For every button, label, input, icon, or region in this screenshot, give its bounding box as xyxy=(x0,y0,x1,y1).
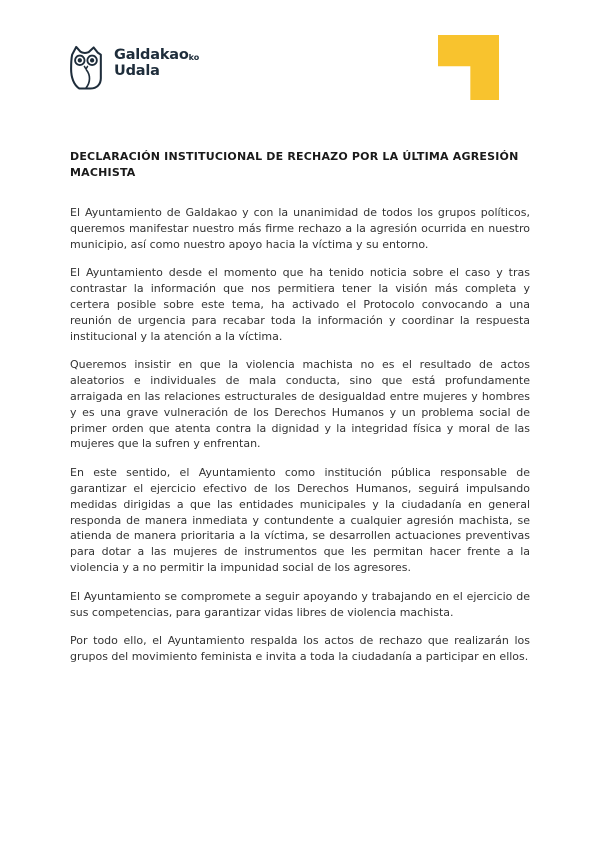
logo-line-2: Udala xyxy=(114,63,160,79)
document-content xyxy=(70,149,530,678)
paragraph-6: Por todo ello, el Ayuntamiento respalda los actos de rechazo que realizarán los grupos del movimiento feminista e invita a toda la ciudadanía a participar en ellos. xyxy=(70,634,530,664)
yellow-corner-decoration xyxy=(438,35,499,100)
paragraph-5: El Ayuntamiento se compromete a seguir apoyando y trabajando en el ejercicio de sus competencias, para garantizar vidas libres de violencia machista. xyxy=(70,589,530,619)
document-title: DECLARACIÓN INSTITUCIONAL DE RECHAZO POR LA ÚLTIMA AGRESIÓN MACHISTA xyxy=(70,150,519,179)
galdakao-udala-logo xyxy=(67,44,199,92)
paragraph-4: En este sentido, el Ayuntamiento como institución pública responsable de garantizar el ejercicio efectivo de los Derechos Humanos, seguirá impulsando medidas dirigidas a que las entidades municipales y la ciudadanía en general responda de manera inmediata y contundente a cualquier agresión machista, se atienda de manera prioritaria a la víctima, se desarrollen actuaciones preventivas para dotar a las mujeres de instrumentos que les permitan hacer frente a la violencia y a no permitir la impunidad social de los agresores. xyxy=(70,466,530,574)
paragraph-1: El Ayuntamiento de Galdakao y con la unanimidad de todos los grupos políticos, queremos manifestar nuestro más firme rechazo a la agresión ocurrida en nuestro municipio, así como nuestro apoyo hacia la víctima y su entorno. xyxy=(70,206,530,251)
paragraph-3: Queremos insistir en que la violencia machista no es el resultado de actos aleatorios e individuales de mala conducta, sino que está profundamente arraigada en las relaciones estructurales de desigualdad entre mujeres y hombres y es una grave vulneración de los Derechos Humanos y un problema social de primer orden que atenta contra la dignidad y la integridad física y moral de las mujeres que la sufren y enfrentan. xyxy=(70,358,530,451)
paragraph-2: El Ayuntamiento desde el momento que ha tenido noticia sobre el caso y tras contrastar la información que nos permitiera tener la visión más completa y certera posible sobre este tema, ha activado el Protocolo convocando a una reunión de urgencia para recabar toda la información y coordinar la respuesta institucional y la atención a la víctima. xyxy=(70,266,530,343)
logo-line-1: Galdakaoko xyxy=(114,47,200,63)
owl-icon xyxy=(67,44,108,92)
logo-wordmark xyxy=(114,48,199,79)
logo-suffix-ko: ko xyxy=(188,53,200,62)
